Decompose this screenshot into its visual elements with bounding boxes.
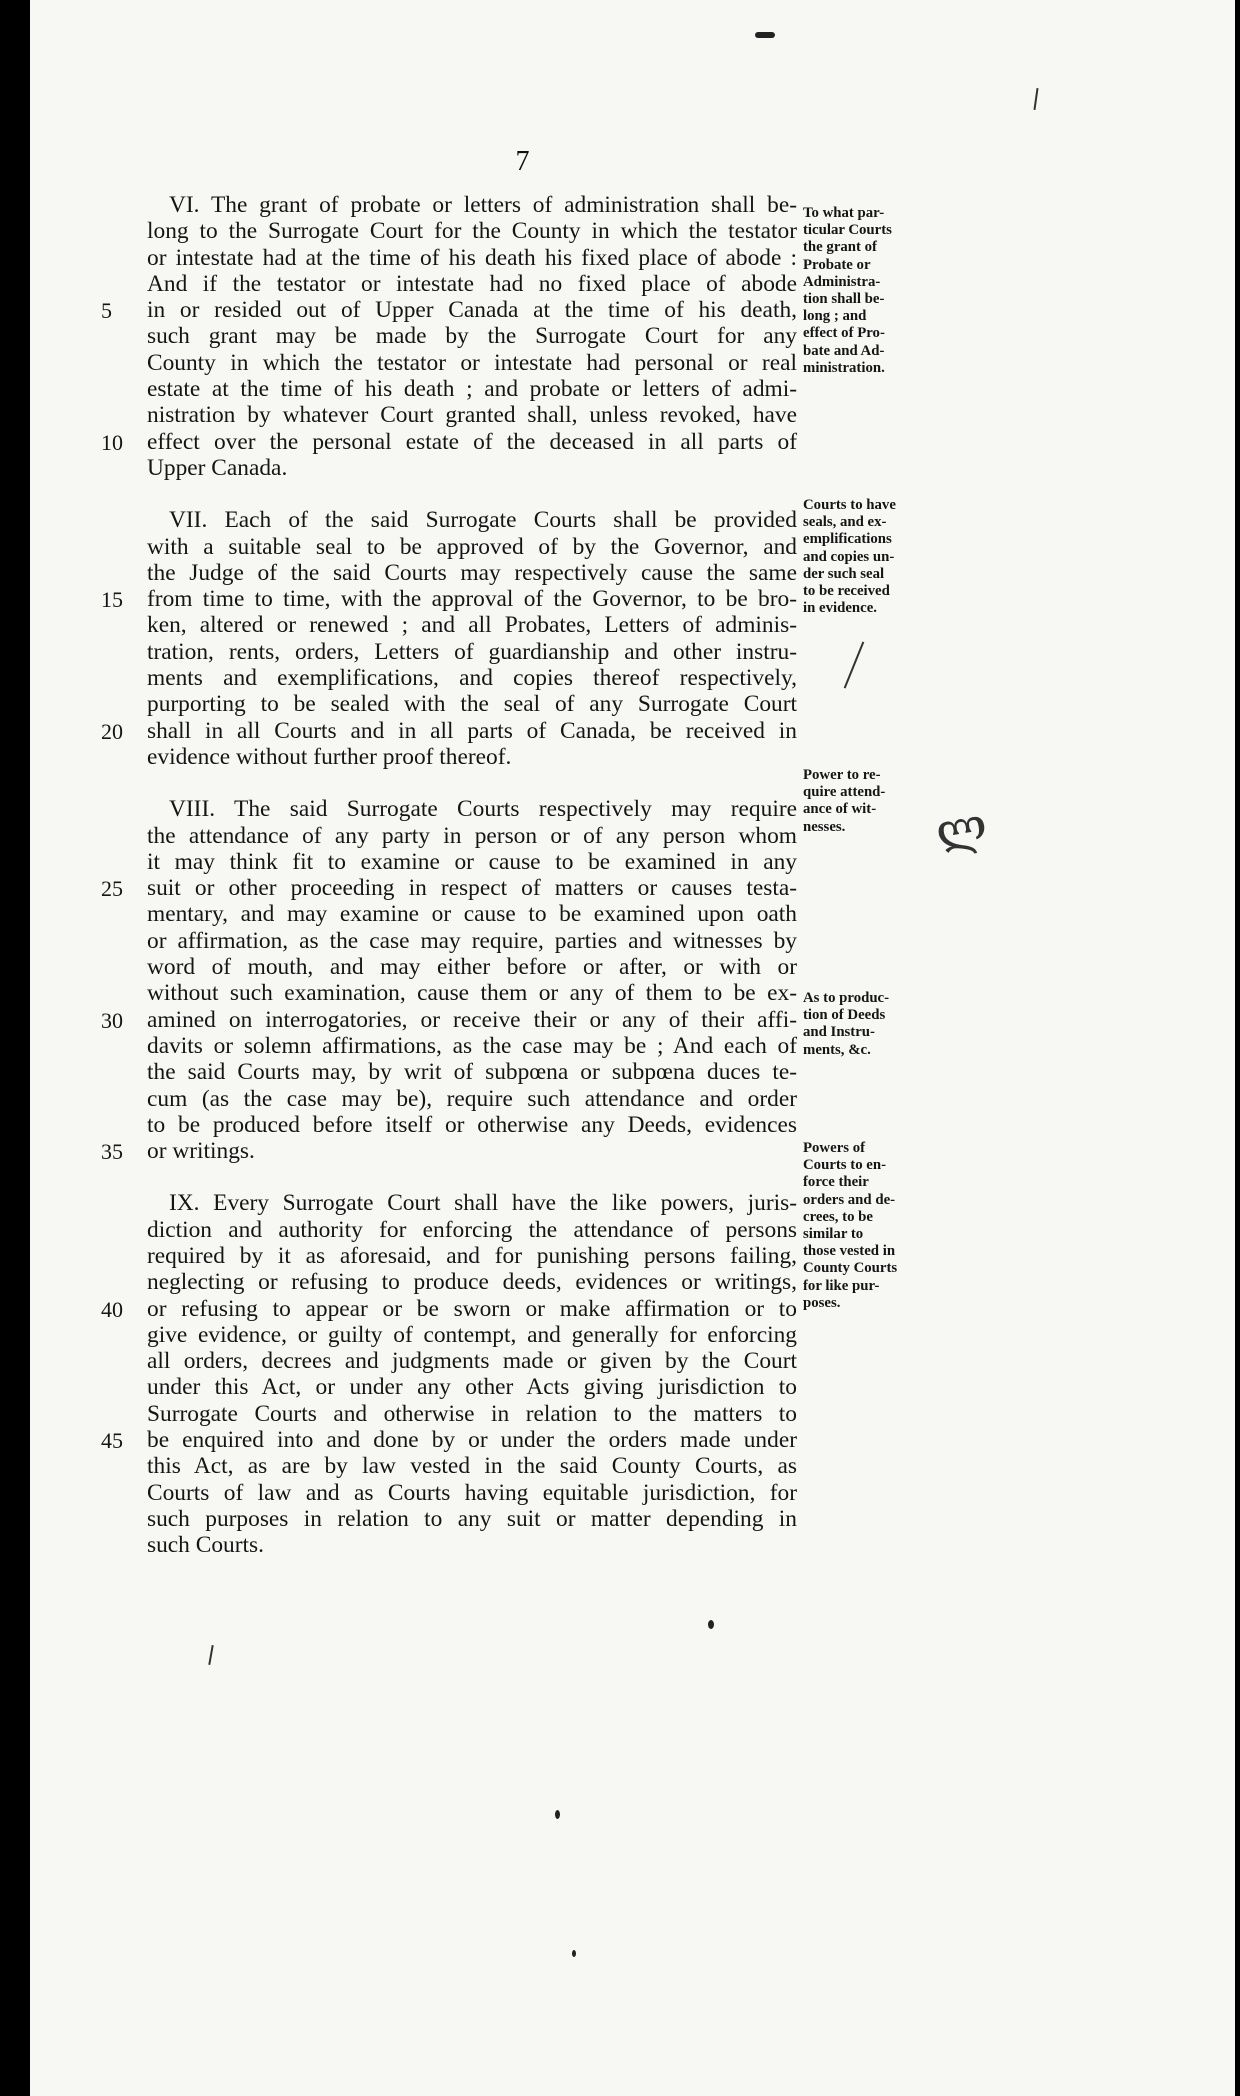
- margin-note-line: ticular Courts: [803, 222, 892, 239]
- line-text: word of mouth, and may either before or after, or with or: [147, 954, 797, 981]
- margin-note-line: force their: [803, 1174, 869, 1191]
- section-9: [101, 1190, 797, 1559]
- line-text: diction and authority for enforcing the attendance of persons: [147, 1216, 797, 1243]
- text-line: [147, 376, 797, 402]
- line-text: And if the testator or intestate had no fixed place of abode: [147, 270, 797, 297]
- line-text: nistration by whatever Court granted shall, unless revoked, have: [147, 402, 797, 429]
- line-number: 35: [101, 1139, 123, 1165]
- line-text: required by it as aforesaid, and for punishing persons failing,: [147, 1242, 797, 1269]
- text-line: [147, 1086, 797, 1112]
- ink-speck: [555, 1810, 560, 1819]
- margin-note: [803, 990, 933, 1059]
- margin-note-line: tion of Deeds: [803, 1007, 886, 1024]
- line-number: 25: [101, 876, 123, 902]
- margin-note-line: the grant of: [803, 239, 877, 256]
- text-line: [101, 586, 797, 613]
- line-text: this Act, as are by law vested in the said County Courts, as: [147, 1453, 797, 1480]
- line-text: such purposes in relation to any suit or matter depending in: [147, 1505, 797, 1532]
- line-text: VII. Each of the said Surrogate Courts shall be provided: [169, 507, 797, 534]
- margin-note-line: poses.: [803, 1294, 841, 1311]
- margin-note-line: County Courts: [803, 1260, 898, 1277]
- text-line: [101, 1427, 797, 1454]
- line-text: Upper Canada.: [147, 454, 288, 481]
- section-7: [101, 507, 797, 770]
- line-text: cum (as the case may be), require such attendance and order: [147, 1085, 797, 1112]
- text-line: [101, 297, 797, 324]
- text-line: [101, 1138, 797, 1165]
- ink-scratch: [1033, 88, 1038, 110]
- ink-scratch: [844, 641, 865, 688]
- text-line: [147, 402, 797, 428]
- line-text: all orders, decrees and judgments made or given by the Court: [147, 1348, 797, 1375]
- line-number: 45: [101, 1428, 123, 1454]
- text-line: [147, 691, 797, 717]
- line-text: tration, rents, orders, Letters of guardianship and other instru-: [147, 638, 797, 665]
- line-text: purporting to be sealed with the seal of any Surrogate Court: [147, 691, 797, 718]
- text-line: [147, 796, 797, 822]
- line-text: such grant may be made by the Surrogate Court for any: [147, 323, 797, 350]
- margin-note-line: Administra-: [803, 273, 881, 290]
- margin-note-line: crees, to be: [803, 1208, 873, 1225]
- text-line: [147, 1322, 797, 1348]
- line-text: it may think fit to examine or cause to be examined in any: [147, 848, 797, 875]
- text-line: [147, 665, 797, 691]
- text-line: [147, 1217, 797, 1243]
- text-line: [147, 1532, 797, 1558]
- handwritten-mark: ლ: [931, 796, 992, 861]
- text-line: [147, 849, 797, 875]
- text-line: [147, 1243, 797, 1269]
- text-line: [147, 1348, 797, 1374]
- margin-note: [803, 205, 933, 377]
- text-line: [147, 744, 797, 770]
- line-text: estate at the time of his death ; and probate or letters of admi-: [147, 376, 797, 403]
- ink-speck: [755, 32, 775, 38]
- text-line: [101, 1295, 797, 1322]
- text-line: [147, 1453, 797, 1479]
- ink-speck: [572, 1950, 576, 1957]
- line-text: neglecting or refusing to produce deeds, evidences or writings,: [147, 1269, 797, 1296]
- line-text: ken, altered or renewed ; and all Probates, Letters of adminis-: [147, 612, 797, 639]
- line-text: ments and exemplifications, and copies thereof respectively,: [147, 665, 797, 692]
- margin-note-line: those vested in: [803, 1243, 896, 1260]
- text-line: [147, 954, 797, 980]
- margin-note-line: ministration.: [803, 359, 885, 376]
- line-number: 15: [101, 587, 123, 613]
- text-line: [101, 428, 797, 455]
- text-line: [147, 1374, 797, 1400]
- margin-note-line: To what par-: [803, 205, 885, 221]
- margin-note-line: orders and de-: [803, 1191, 896, 1208]
- text-line: [147, 1190, 797, 1216]
- text-line: [147, 612, 797, 638]
- text-line: [147, 1059, 797, 1085]
- line-text: IX. Every Surrogate Court shall have the like powers, juris-: [169, 1190, 797, 1217]
- ink-speck: [708, 1620, 714, 1629]
- text-line: [147, 1506, 797, 1532]
- line-text: from time to time, with the approval of the Governor, to be bro-: [147, 586, 797, 613]
- line-text: or affirmation, as the case may require, parties and witnesses by: [147, 927, 797, 954]
- margin-note-line: tion shall be-: [803, 290, 885, 307]
- text-line: [147, 1033, 797, 1059]
- line-text: to be produced before itself or otherwise any Deeds, evidences: [147, 1111, 797, 1138]
- text-line: [147, 271, 797, 297]
- line-text: with a suitable seal to be approved of by the Governor, and: [147, 533, 797, 560]
- margin-note-line: to be received: [803, 582, 890, 599]
- margin-note-line: and Instru-: [803, 1024, 875, 1041]
- margin-note: [803, 497, 933, 617]
- text-line: [147, 1112, 797, 1138]
- line-text: such Courts.: [147, 1532, 264, 1559]
- body-text: [101, 192, 797, 1585]
- line-text: evidence without further proof thereof.: [147, 743, 512, 770]
- text-line: [147, 980, 797, 1006]
- margin-note-line: ance of wit-: [803, 801, 877, 818]
- line-text: without such examination, cause them or any of them to be ex-: [147, 980, 797, 1007]
- margin-note-line: in evidence.: [803, 600, 877, 617]
- margin-note-line: Power to re-: [803, 767, 881, 783]
- line-number: 5: [101, 298, 112, 324]
- text-line: [147, 507, 797, 533]
- margin-note-line: and copies un-: [803, 548, 895, 565]
- text-line: [147, 534, 797, 560]
- text-line: [147, 455, 797, 481]
- line-text: be enquired into and done by or under the orders made under: [147, 1427, 797, 1454]
- line-text: VIII. The said Surrogate Courts respectively may require: [169, 796, 797, 823]
- line-number: 20: [101, 718, 123, 744]
- document-page: [30, 0, 1235, 2096]
- line-text: the said Courts may, by writ of subpœna or subpœna duces te-: [147, 1059, 797, 1086]
- margin-note-line: seals, and ex-: [803, 514, 887, 531]
- line-text: amined on interrogatories, or receive their or any of their affi-: [147, 1006, 797, 1033]
- line-text: or writings.: [147, 1138, 255, 1165]
- line-text: shall in all Courts and in all parts of Canada, be received in: [147, 717, 797, 744]
- text-line: [147, 1269, 797, 1295]
- margin-note-line: der such seal: [803, 565, 885, 582]
- text-line: [147, 218, 797, 244]
- line-text: Surrogate Courts and otherwise in relation to the matters to: [147, 1400, 797, 1427]
- margin-note-line: nesses.: [803, 818, 846, 835]
- line-text: Courts of law and as Courts having equitable jurisdiction, for: [147, 1479, 797, 1506]
- text-line: [147, 901, 797, 927]
- line-text: in or resided out of Upper Canada at the time of his death,: [147, 297, 797, 324]
- margin-note-line: long ; and: [803, 308, 867, 325]
- line-text: suit or other proceeding in respect of matters or causes testa-: [147, 875, 797, 902]
- margin-note: [803, 767, 933, 836]
- line-text: the Judge of the said Courts may respectively cause the same: [147, 559, 797, 586]
- ink-scratch: [208, 1645, 213, 1665]
- margin-note-line: quire attend-: [803, 784, 886, 801]
- text-line: [147, 323, 797, 349]
- text-line: [147, 245, 797, 271]
- line-text: effect over the personal estate of the deceased in all parts of: [147, 428, 797, 455]
- margin-note-line: Courts to have: [803, 497, 896, 513]
- line-number: 30: [101, 1007, 123, 1033]
- margin-note-line: Courts to en-: [803, 1157, 887, 1174]
- line-text: mentary, and may examine or cause to be examined upon oath: [147, 901, 797, 928]
- line-text: or intestate had at the time of his death his fixed place of abode :: [147, 244, 797, 271]
- line-text: County in which the testator or intestate had personal or real: [147, 349, 797, 376]
- margin-note-line: emplifications: [803, 531, 892, 548]
- text-line: [147, 1401, 797, 1427]
- line-text: under this Act, or under any other Acts giving jurisdiction to: [147, 1374, 797, 1401]
- line-number: 40: [101, 1296, 123, 1322]
- margin-note-line: As to produc-: [803, 990, 890, 1006]
- text-line: [147, 823, 797, 849]
- line-text: the attendance of any party in person or of any person whom: [147, 822, 797, 849]
- text-line: [147, 1480, 797, 1506]
- line-text: long to the Surrogate Court for the County in which the testator: [147, 218, 797, 245]
- line-text: VI. The grant of probate or letters of administration shall be-: [169, 192, 797, 218]
- text-line: [147, 639, 797, 665]
- line-text: or refusing to appear or be sworn or make affirmation or to: [147, 1295, 797, 1322]
- margin-note-line: ments, &c.: [803, 1041, 871, 1058]
- text-line: [147, 350, 797, 376]
- line-text: davits or solemn affirmations, as the case may be ; And each of: [147, 1032, 797, 1059]
- line-text: give evidence, or guilty of contempt, and generally for enforcing: [147, 1321, 797, 1348]
- margin-note-line: similar to: [803, 1225, 864, 1242]
- page-number: 7: [515, 146, 530, 177]
- section-8: [101, 796, 797, 1165]
- margin-note-line: Probate or: [803, 256, 871, 273]
- margin-note-line: bate and Ad-: [803, 342, 885, 359]
- text-line: [147, 928, 797, 954]
- margin-note-line: effect of Pro-: [803, 325, 885, 342]
- text-line: [101, 875, 797, 902]
- text-line: [147, 560, 797, 586]
- text-line: [101, 1006, 797, 1033]
- margin-note-line: for like pur-: [803, 1277, 880, 1294]
- line-number: 10: [101, 429, 123, 455]
- text-line: [101, 717, 797, 744]
- margin-note: [803, 1140, 933, 1312]
- margin-note-line: Powers of: [803, 1140, 866, 1156]
- section-6: [101, 192, 797, 481]
- text-line: [147, 192, 797, 218]
